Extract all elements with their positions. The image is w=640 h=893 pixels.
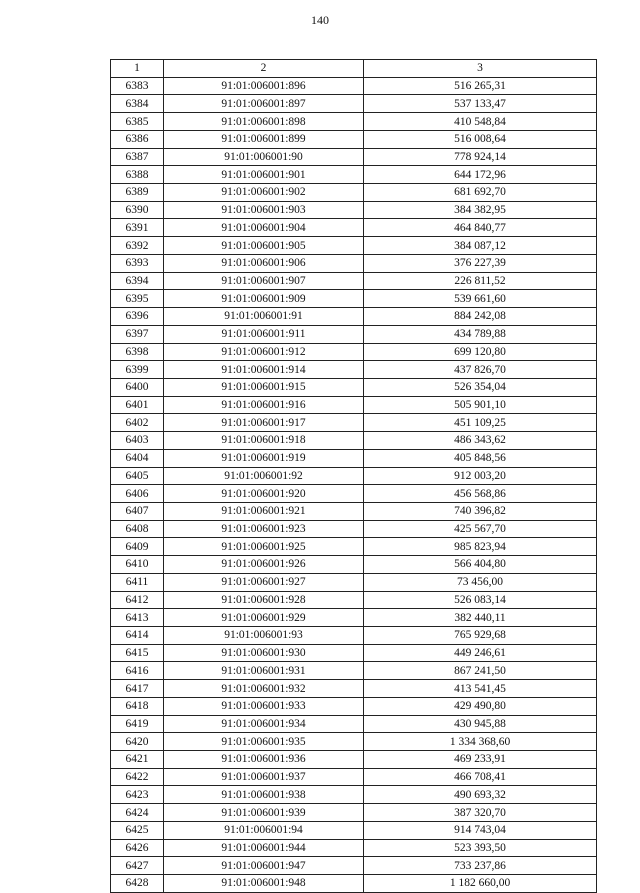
table-row bbox=[111, 432, 597, 450]
cadastral-number-cell: 91:01:006001:91 bbox=[164, 308, 364, 326]
cadastral-number-cell: 91:01:006001:934 bbox=[164, 715, 364, 733]
value-cell: 486 343,62 bbox=[364, 432, 597, 450]
cadastral-number-cell: 91:01:006001:905 bbox=[164, 237, 364, 255]
value-cell: 699 120,80 bbox=[364, 343, 597, 361]
table-row bbox=[111, 520, 597, 538]
cadastral-number-cell: 91:01:006001:931 bbox=[164, 662, 364, 680]
row-number-cell: 6417 bbox=[111, 680, 164, 698]
table-row bbox=[111, 786, 597, 804]
cadastral-number-cell: 91:01:006001:917 bbox=[164, 414, 364, 432]
cadastral-number-cell: 91:01:006001:907 bbox=[164, 272, 364, 290]
cadastral-number-cell: 91:01:006001:911 bbox=[164, 325, 364, 343]
cadastral-number-cell: 91:01:006001:904 bbox=[164, 219, 364, 237]
table-row bbox=[111, 290, 597, 308]
table-row bbox=[111, 502, 597, 520]
row-number-cell: 6425 bbox=[111, 821, 164, 839]
cadastral-number-cell: 91:01:006001:90 bbox=[164, 148, 364, 166]
table-row bbox=[111, 414, 597, 432]
value-cell: 382 440,11 bbox=[364, 609, 597, 627]
column-header-2: 2 bbox=[164, 60, 364, 78]
value-cell: 526 354,04 bbox=[364, 378, 597, 396]
row-number-cell: 6396 bbox=[111, 308, 164, 326]
row-number-cell: 6387 bbox=[111, 148, 164, 166]
value-cell: 985 823,94 bbox=[364, 538, 597, 556]
value-cell: 516 265,31 bbox=[364, 77, 597, 95]
table-row bbox=[111, 378, 597, 396]
cadastral-number-cell: 91:01:006001:896 bbox=[164, 77, 364, 95]
table-row bbox=[111, 644, 597, 662]
table-row bbox=[111, 538, 597, 556]
value-cell: 430 945,88 bbox=[364, 715, 597, 733]
value-cell: 466 708,41 bbox=[364, 768, 597, 786]
row-number-cell: 6406 bbox=[111, 485, 164, 503]
table-row bbox=[111, 697, 597, 715]
value-cell: 523 393,50 bbox=[364, 839, 597, 857]
row-number-cell: 6420 bbox=[111, 733, 164, 751]
cadastral-number-cell: 91:01:006001:930 bbox=[164, 644, 364, 662]
cadastral-number-cell: 91:01:006001:94 bbox=[164, 821, 364, 839]
value-cell: 425 567,70 bbox=[364, 520, 597, 538]
value-cell: 516 008,64 bbox=[364, 130, 597, 148]
cadastral-number-cell: 91:01:006001:919 bbox=[164, 449, 364, 467]
table-row bbox=[111, 396, 597, 414]
value-cell: 490 693,32 bbox=[364, 786, 597, 804]
table-row bbox=[111, 680, 597, 698]
cadastral-number-cell: 91:01:006001:944 bbox=[164, 839, 364, 857]
table-row bbox=[111, 201, 597, 219]
row-number-cell: 6389 bbox=[111, 184, 164, 202]
table-row bbox=[111, 272, 597, 290]
row-number-cell: 6421 bbox=[111, 751, 164, 769]
row-number-cell: 6388 bbox=[111, 166, 164, 184]
row-number-cell: 6415 bbox=[111, 644, 164, 662]
cadastral-number-cell: 91:01:006001:929 bbox=[164, 609, 364, 627]
cadastral-number-cell: 91:01:006001:906 bbox=[164, 254, 364, 272]
value-cell: 405 848,56 bbox=[364, 449, 597, 467]
value-cell: 387 320,70 bbox=[364, 804, 597, 822]
row-number-cell: 6403 bbox=[111, 432, 164, 450]
row-number-cell: 6427 bbox=[111, 857, 164, 875]
row-number-cell: 6424 bbox=[111, 804, 164, 822]
cadastral-number-cell: 91:01:006001:932 bbox=[164, 680, 364, 698]
value-cell: 384 087,12 bbox=[364, 237, 597, 255]
row-number-cell: 6416 bbox=[111, 662, 164, 680]
value-cell: 539 661,60 bbox=[364, 290, 597, 308]
cadastral-number-cell: 91:01:006001:918 bbox=[164, 432, 364, 450]
value-cell: 778 924,14 bbox=[364, 148, 597, 166]
row-number-cell: 6386 bbox=[111, 130, 164, 148]
cadastral-number-cell: 91:01:006001:901 bbox=[164, 166, 364, 184]
cadastral-number-cell: 91:01:006001:898 bbox=[164, 113, 364, 131]
value-cell: 376 227,39 bbox=[364, 254, 597, 272]
value-cell: 73 456,00 bbox=[364, 573, 597, 591]
cadastral-number-cell: 91:01:006001:926 bbox=[164, 556, 364, 574]
row-number-cell: 6413 bbox=[111, 609, 164, 627]
row-number-cell: 6411 bbox=[111, 573, 164, 591]
table-row bbox=[111, 449, 597, 467]
value-cell: 434 789,88 bbox=[364, 325, 597, 343]
page-number: 140 bbox=[311, 13, 329, 27]
value-cell: 681 692,70 bbox=[364, 184, 597, 202]
value-cell: 740 396,82 bbox=[364, 502, 597, 520]
table-row bbox=[111, 485, 597, 503]
table-row bbox=[111, 148, 597, 166]
table-row bbox=[111, 609, 597, 627]
cadastral-number-cell: 91:01:006001:923 bbox=[164, 520, 364, 538]
value-cell: 469 233,91 bbox=[364, 751, 597, 769]
row-number-cell: 6408 bbox=[111, 520, 164, 538]
value-cell: 526 083,14 bbox=[364, 591, 597, 609]
table-row bbox=[111, 662, 597, 680]
row-number-cell: 6394 bbox=[111, 272, 164, 290]
table-row bbox=[111, 130, 597, 148]
cadastral-number-cell: 91:01:006001:914 bbox=[164, 361, 364, 379]
cadastral-number-cell: 91:01:006001:928 bbox=[164, 591, 364, 609]
value-cell: 644 172,96 bbox=[364, 166, 597, 184]
table-row bbox=[111, 627, 597, 645]
table-row bbox=[111, 556, 597, 574]
table-row bbox=[111, 768, 597, 786]
value-cell: 1 334 368,60 bbox=[364, 733, 597, 751]
row-number-cell: 6397 bbox=[111, 325, 164, 343]
cadastral-number-cell: 91:01:006001:936 bbox=[164, 751, 364, 769]
table-row bbox=[111, 166, 597, 184]
row-number-cell: 6401 bbox=[111, 396, 164, 414]
cadastral-number-cell: 91:01:006001:937 bbox=[164, 768, 364, 786]
value-cell: 867 241,50 bbox=[364, 662, 597, 680]
row-number-cell: 6404 bbox=[111, 449, 164, 467]
cadastral-number-cell: 91:01:006001:935 bbox=[164, 733, 364, 751]
row-number-cell: 6392 bbox=[111, 237, 164, 255]
value-cell: 914 743,04 bbox=[364, 821, 597, 839]
row-number-cell: 6405 bbox=[111, 467, 164, 485]
row-number-cell: 6384 bbox=[111, 95, 164, 113]
cadastral-number-cell: 91:01:006001:921 bbox=[164, 502, 364, 520]
table-row bbox=[111, 361, 597, 379]
row-number-cell: 6385 bbox=[111, 113, 164, 131]
cadastral-number-cell: 91:01:006001:933 bbox=[164, 697, 364, 715]
table-row bbox=[111, 237, 597, 255]
table-row bbox=[111, 343, 597, 361]
column-header-1: 1 bbox=[111, 60, 164, 78]
cadastral-number-cell: 91:01:006001:939 bbox=[164, 804, 364, 822]
cadastral-number-cell: 91:01:006001:948 bbox=[164, 875, 364, 893]
value-cell: 912 003,20 bbox=[364, 467, 597, 485]
value-cell: 410 548,84 bbox=[364, 113, 597, 131]
table-row bbox=[111, 751, 597, 769]
table-row bbox=[111, 325, 597, 343]
table-row bbox=[111, 219, 597, 237]
data-table bbox=[110, 59, 597, 893]
table-row bbox=[111, 467, 597, 485]
table-row bbox=[111, 184, 597, 202]
table-row bbox=[111, 591, 597, 609]
value-cell: 464 840,77 bbox=[364, 219, 597, 237]
header-row bbox=[111, 60, 597, 78]
value-cell: 765 929,68 bbox=[364, 627, 597, 645]
value-cell: 451 109,25 bbox=[364, 414, 597, 432]
cadastral-number-cell: 91:01:006001:927 bbox=[164, 573, 364, 591]
value-cell: 437 826,70 bbox=[364, 361, 597, 379]
table-row bbox=[111, 839, 597, 857]
cadastral-number-cell: 91:01:006001:947 bbox=[164, 857, 364, 875]
table-body bbox=[111, 77, 597, 892]
row-number-cell: 6383 bbox=[111, 77, 164, 95]
value-cell: 456 568,86 bbox=[364, 485, 597, 503]
value-cell: 733 237,86 bbox=[364, 857, 597, 875]
table-row bbox=[111, 804, 597, 822]
row-number-cell: 6391 bbox=[111, 219, 164, 237]
table-row bbox=[111, 875, 597, 893]
value-cell: 884 242,08 bbox=[364, 308, 597, 326]
row-number-cell: 6399 bbox=[111, 361, 164, 379]
table-header bbox=[111, 60, 597, 78]
table-row bbox=[111, 95, 597, 113]
row-number-cell: 6412 bbox=[111, 591, 164, 609]
row-number-cell: 6390 bbox=[111, 201, 164, 219]
value-cell: 449 246,61 bbox=[364, 644, 597, 662]
row-number-cell: 6418 bbox=[111, 697, 164, 715]
cadastral-number-cell: 91:01:006001:915 bbox=[164, 378, 364, 396]
row-number-cell: 6426 bbox=[111, 839, 164, 857]
column-header-3: 3 bbox=[364, 60, 597, 78]
cadastral-number-cell: 91:01:006001:912 bbox=[164, 343, 364, 361]
cadastral-number-cell: 91:01:006001:920 bbox=[164, 485, 364, 503]
row-number-cell: 6402 bbox=[111, 414, 164, 432]
cadastral-number-cell: 91:01:006001:938 bbox=[164, 786, 364, 804]
row-number-cell: 6398 bbox=[111, 343, 164, 361]
cadastral-number-cell: 91:01:006001:902 bbox=[164, 184, 364, 202]
table-row bbox=[111, 715, 597, 733]
row-number-cell: 6422 bbox=[111, 768, 164, 786]
table-row bbox=[111, 857, 597, 875]
row-number-cell: 6409 bbox=[111, 538, 164, 556]
cadastral-number-cell: 91:01:006001:92 bbox=[164, 467, 364, 485]
cadastral-number-cell: 91:01:006001:903 bbox=[164, 201, 364, 219]
table-row bbox=[111, 77, 597, 95]
table-row bbox=[111, 254, 597, 272]
row-number-cell: 6423 bbox=[111, 786, 164, 804]
table-row bbox=[111, 733, 597, 751]
row-number-cell: 6400 bbox=[111, 378, 164, 396]
cadastral-number-cell: 91:01:006001:897 bbox=[164, 95, 364, 113]
row-number-cell: 6407 bbox=[111, 502, 164, 520]
row-number-cell: 6414 bbox=[111, 627, 164, 645]
value-cell: 226 811,52 bbox=[364, 272, 597, 290]
table-row bbox=[111, 573, 597, 591]
value-cell: 566 404,80 bbox=[364, 556, 597, 574]
cadastral-number-cell: 91:01:006001:899 bbox=[164, 130, 364, 148]
value-cell: 429 490,80 bbox=[364, 697, 597, 715]
value-cell: 413 541,45 bbox=[364, 680, 597, 698]
value-cell: 384 382,95 bbox=[364, 201, 597, 219]
cadastral-number-cell: 91:01:006001:925 bbox=[164, 538, 364, 556]
table-row bbox=[111, 821, 597, 839]
cadastral-number-cell: 91:01:006001:909 bbox=[164, 290, 364, 308]
cadastral-number-cell: 91:01:006001:93 bbox=[164, 627, 364, 645]
value-cell: 537 133,47 bbox=[364, 95, 597, 113]
value-cell: 505 901,10 bbox=[364, 396, 597, 414]
table-row bbox=[111, 308, 597, 326]
row-number-cell: 6428 bbox=[111, 875, 164, 893]
row-number-cell: 6393 bbox=[111, 254, 164, 272]
row-number-cell: 6395 bbox=[111, 290, 164, 308]
table-row bbox=[111, 113, 597, 131]
value-cell: 1 182 660,00 bbox=[364, 875, 597, 893]
row-number-cell: 6410 bbox=[111, 556, 164, 574]
row-number-cell: 6419 bbox=[111, 715, 164, 733]
cadastral-number-cell: 91:01:006001:916 bbox=[164, 396, 364, 414]
